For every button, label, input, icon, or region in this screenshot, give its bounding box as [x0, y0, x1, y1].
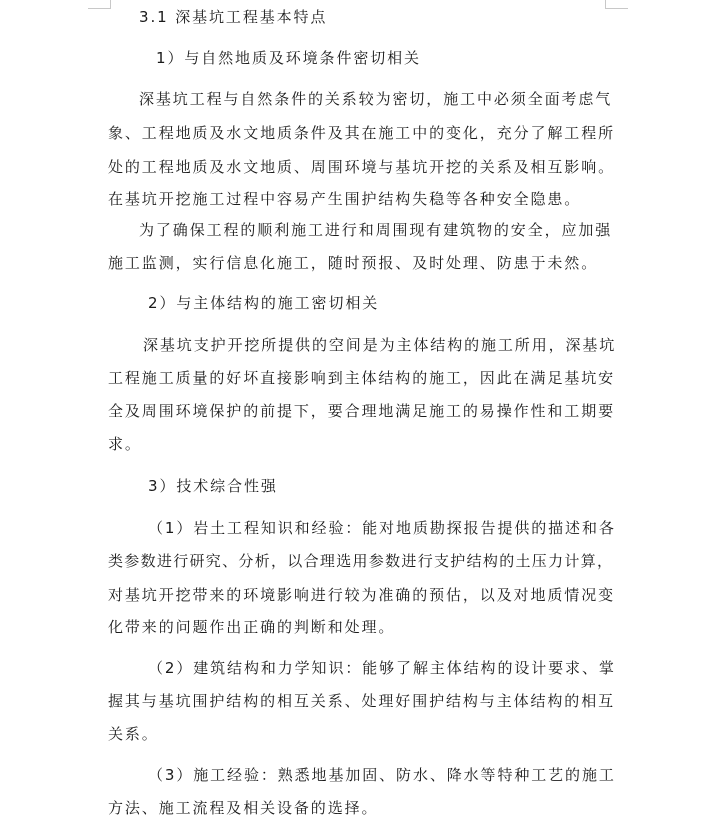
paragraph-line: 施工监测，实行信息化施工，随时预报、及时处理、防患于未然。 [108, 254, 599, 272]
paragraph-line: 求。 [108, 435, 142, 453]
subsection-heading-2: 2）与主体结构的施工密切相关 [148, 294, 380, 312]
list-item-line: 方法、施工流程及相关设备的选择。 [108, 799, 379, 817]
paragraph-line: 处的工程地质及水文地质、周围环境与基坑开挖的关系及相互影响。 [108, 158, 616, 176]
list-item-line: 握其与基坑围护结构的相互关系、处理好围护结构与主体结构的相互 [108, 692, 616, 710]
paragraph-line: 深基坑工程与自然条件的关系较为密切，施工中必须全面考虑气 [139, 90, 613, 108]
section-heading: 3.1 深基坑工程基本特点 [139, 8, 328, 26]
page-margin-corner-left [88, 0, 111, 9]
paragraph-line: 工程施工质量的好坏直接影响到主体结构的施工，因此在满足基坑安 [108, 369, 616, 387]
list-item-line: 关系。 [108, 725, 159, 743]
paragraph-line: 深基坑支护开挖所提供的空间是为主体结构的施工所用，深基坑 [143, 336, 617, 354]
list-item-line: （1）岩土工程知识和经验：能对地质勘探报告提供的描述和各 [148, 519, 616, 537]
list-item-line: （2）建筑结构和力学知识：能够了解主体结构的设计要求、掌 [148, 659, 616, 677]
page-margin-corner-right [605, 0, 628, 9]
paragraph-line: 在基坑开挖施工过程中容易产生围护结构失稳等各种安全隐患。 [108, 190, 582, 208]
list-item-line: 化带来的问题作出正确的判断和处理。 [108, 618, 396, 636]
list-item-line: 类参数进行研究、分析，以合理选用参数进行支护结构的土压力计算， [108, 552, 614, 570]
list-item-line: （3）施工经验：熟悉地基加固、防水、降水等特种工艺的施工 [148, 766, 616, 784]
paragraph-line: 象、工程地质及水文地质条件及其在施工中的变化，充分了解工程所 [108, 124, 616, 142]
paragraph-line: 全及周围环境保护的前提下，要合理地满足施工的易操作性和工期要 [108, 402, 616, 420]
list-item-line: 对基坑开挖带来的环境影响进行较为准确的预估，以及对地质情况变 [108, 586, 616, 604]
paragraph-line: 为了确保工程的顺利施工进行和周围现有建筑物的安全，应加强 [139, 221, 613, 239]
subsection-heading-3: 3）技术综合性强 [148, 477, 278, 495]
subsection-heading-1: 1）与自然地质及环境条件密切相关 [156, 49, 421, 67]
